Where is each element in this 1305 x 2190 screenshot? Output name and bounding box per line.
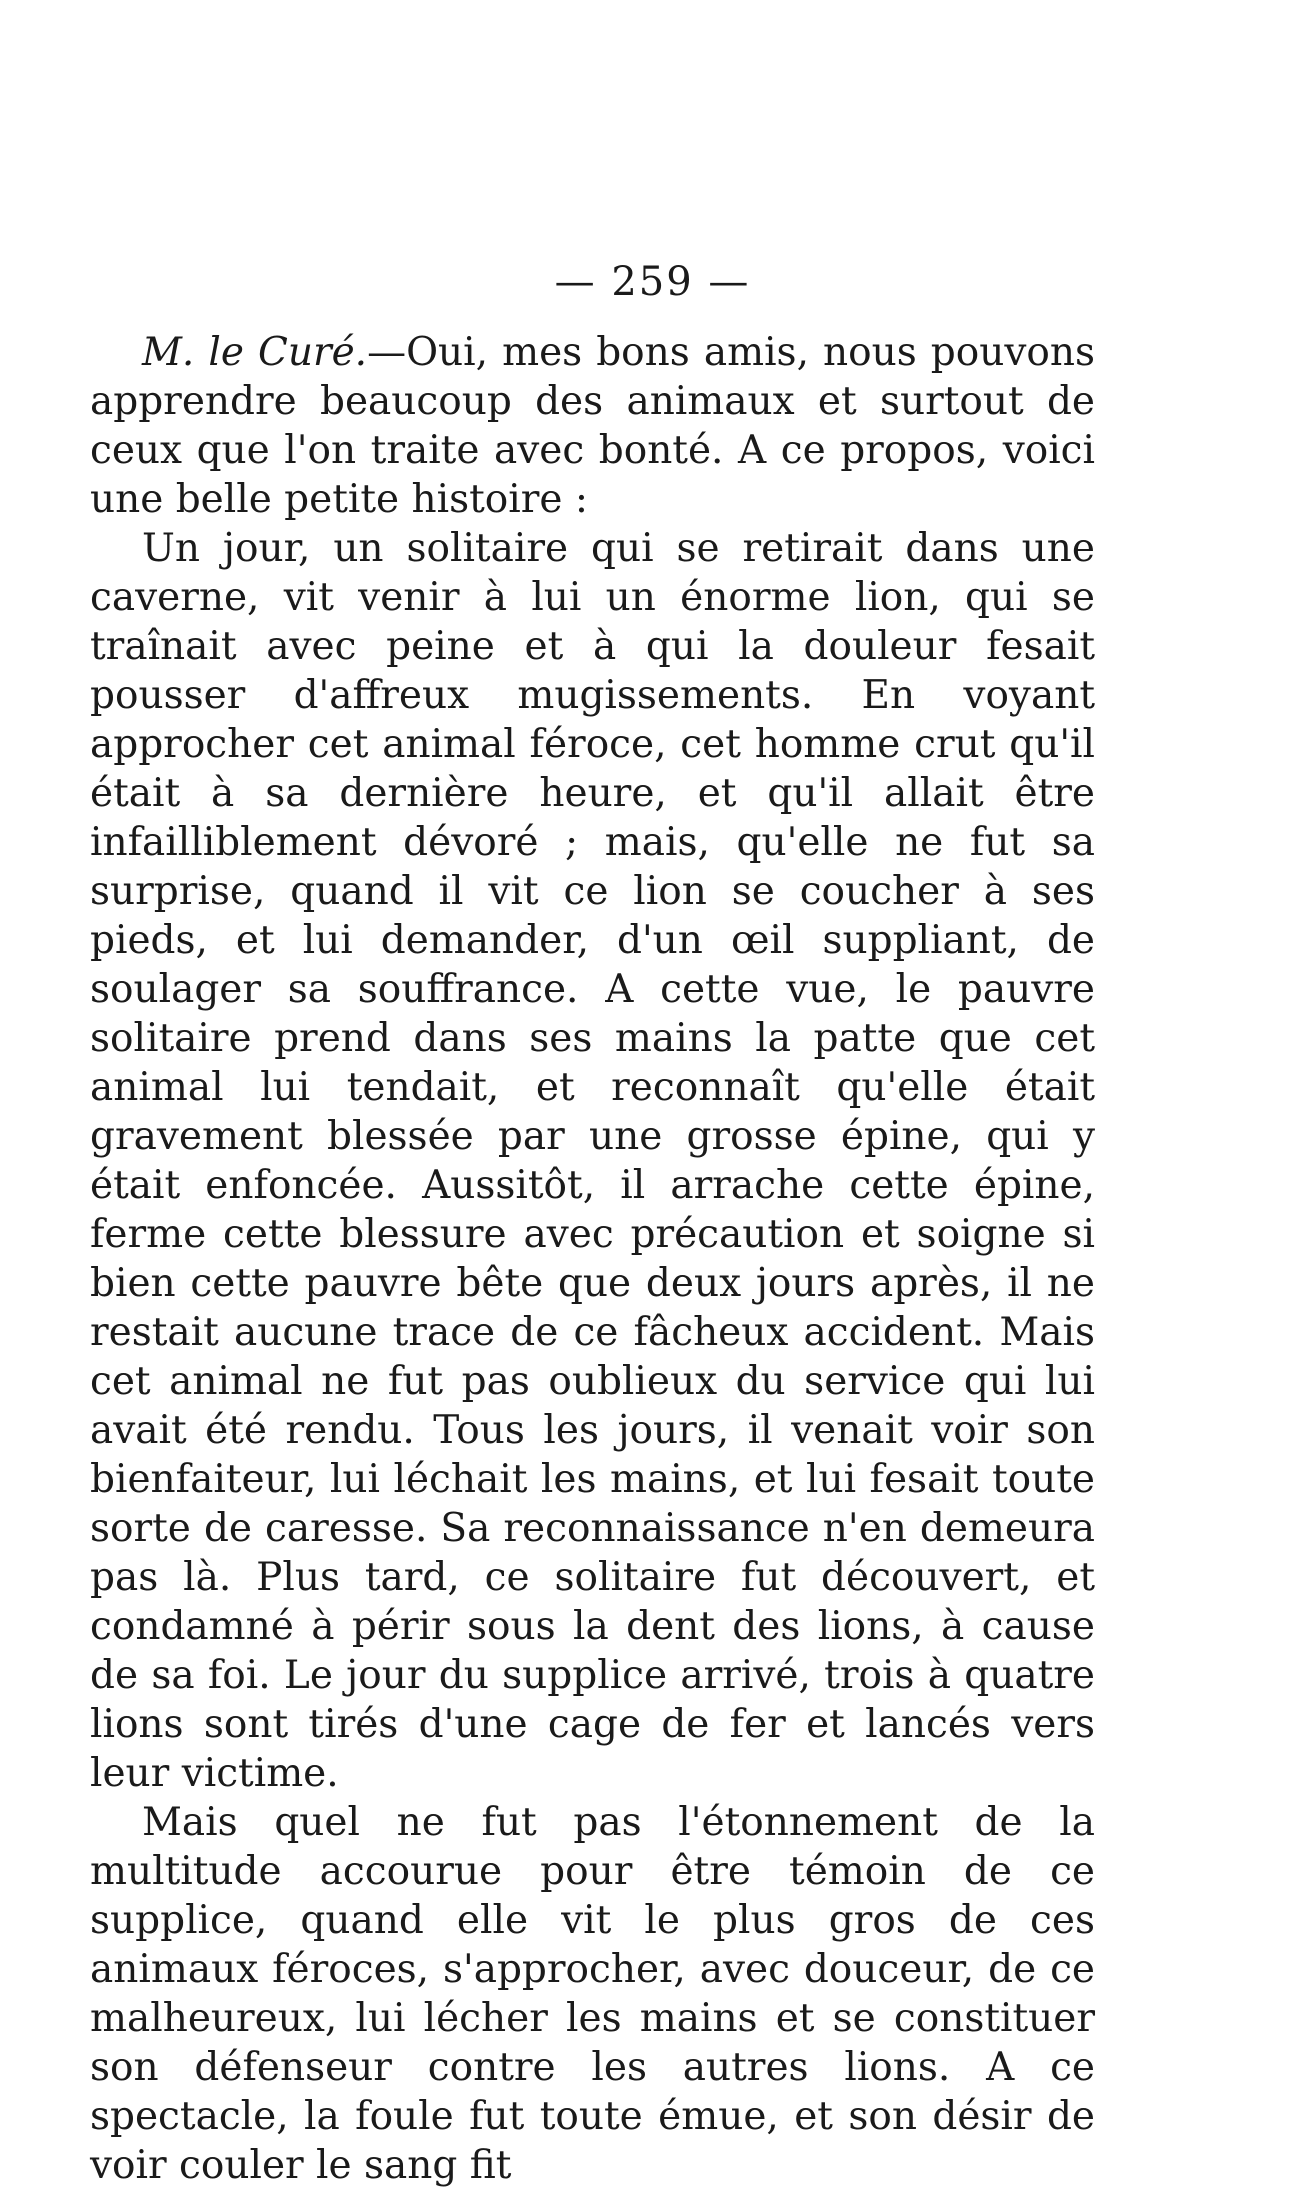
page-number: — 259 — <box>554 259 751 305</box>
paragraph-opening <box>90 328 1095 524</box>
speaker-name: M. le Curé. <box>142 330 368 375</box>
paragraph-closing: Mais quel ne fut pas l'étonnement de la multitude accourue pour être témoin de ce supplice, quand elle vit le plus gros de ces animaux féroces, s'approcher, avec douceur, de ce malheureux, lui lécher les mains et se constituer son défenseur contre les autres lions. A ce spectacle, la foule fut toute émue, et son désir de voir couler le sang fit <box>90 1800 1095 2188</box>
paragraph-story: Un jour, un solitaire qui se retirait dans une caverne, vit venir à lui un énorme lion, qui se traînait avec peine et à qui la douleur fesait pousser d'affreux mugissements. En voyant approcher cet animal féroce, cet homme crut qu'il était à sa dernière heure, et qu'il allait être infailliblement dévoré ; mais, qu'elle ne fut sa surprise, quand il vit ce lion se coucher à ses pieds, et lui demander, d'un œil suppliant, de soulager sa souffrance. A cette vue, le pauvre solitaire prend dans ses mains la patte que cet animal lui tendait, et reconnaît qu'elle était gravement blessée par une grosse épine, qui y était enfoncée. Aussitôt, il arrache cette épine, ferme cette blessure avec précaution et soigne si bien cette pauvre bête que deux jours après, il ne restait aucune trace de ce fâcheux accident. Mais cet animal ne fut pas oublieux du service qui lui avait été rendu. Tous les jours, il venait voir son bienfaiteur, lui léchait les mains, et lui fesait toute sorte de caresse. Sa reconnaissance n'en demeura pas là. Plus tard, ce solitaire fut découvert, et condamné à périr sous la dent des lions, à cause de sa foi. Le jour du supplice arrivé, trois à quatre lions sont tirés d'une cage de fer et lancés vers leur victime. <box>90 526 1095 1796</box>
page-body <box>90 328 1095 2190</box>
paragraph-1-text: —Oui, mes bons amis, nous pouvons apprendre beaucoup des animaux et surtout de ceux que l'on traite avec bonté. A ce propos, voici une belle petite histoire : <box>90 330 1096 522</box>
